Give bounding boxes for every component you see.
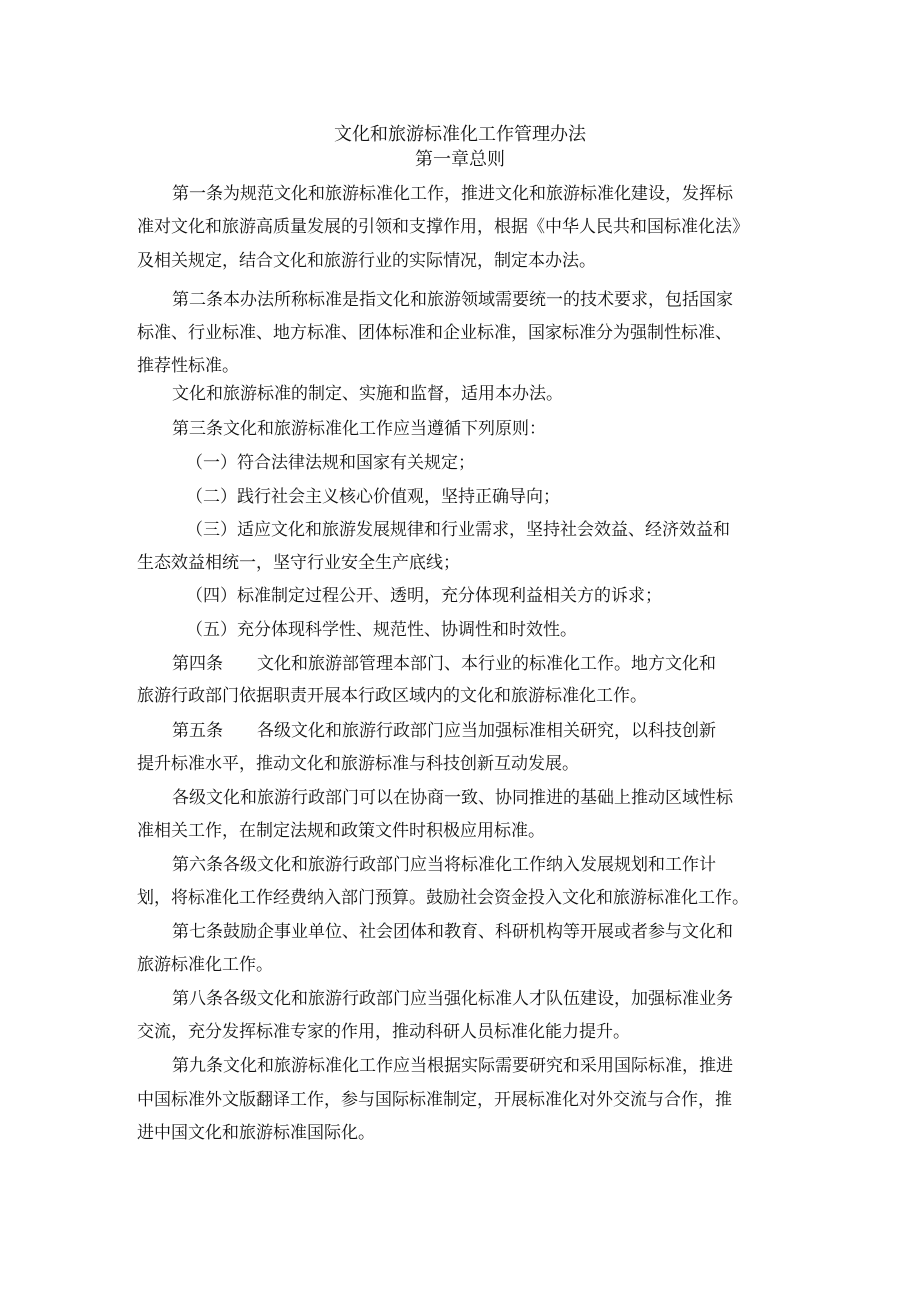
body-line: 进中国文化和旅游标准国际化。 bbox=[137, 1123, 375, 1143]
body-line: 第一条为规范文化和旅游标准化工作，推进文化和旅游标准化建设，发挥标 bbox=[172, 184, 733, 204]
body-line: 文化和旅游标准的制定、实施和监督，适用本办法。 bbox=[172, 384, 563, 404]
body-line: 旅游标准化工作。 bbox=[137, 955, 273, 975]
body-line: 划，将标准化工作经费纳入部门预算。鼓励社会资金投入文化和旅游标准化工作。 bbox=[137, 888, 749, 908]
body-line: 及相关规定，结合文化和旅游行业的实际情况，制定本办法。 bbox=[137, 251, 596, 271]
body-line: 第五条 各级文化和旅游行政部门应当加强标准相关研究，以科技创新 bbox=[172, 721, 716, 741]
list-item: （二）践行社会主义核心价值观，坚持正确导向； bbox=[186, 487, 560, 507]
list-item: （五）充分体现科学性、规范性、协调性和时效性。 bbox=[186, 620, 577, 640]
body-line: 各级文化和旅游行政部门可以在协商一致、协同推进的基础上推动区域性标 bbox=[172, 788, 733, 808]
chapter-heading: 第一章总则 bbox=[415, 149, 505, 170]
list-item: （一）符合法律法规和国家有关规定； bbox=[186, 453, 475, 473]
body-line: 准对文化和旅游高质量发展的引领和支撑作用，根据《中华人民共和国标准化法》 bbox=[137, 217, 749, 237]
body-line: 推荐性标准。 bbox=[137, 356, 239, 376]
body-line: 第四条 文化和旅游部管理本部门、本行业的标准化工作。地方文化和 bbox=[172, 654, 716, 674]
body-line: 交流，充分发挥标准专家的作用，推动科研人员标准化能力提升。 bbox=[137, 1022, 630, 1042]
body-line: 第六条各级文化和旅游行政部门应当将标准化工作纳入发展规划和工作计 bbox=[172, 855, 716, 875]
body-line: 第二条本办法所称标准是指文化和旅游领域需要统一的技术要求，包括国家 bbox=[172, 290, 733, 310]
document-title: 文化和旅游标准化工作管理办法 bbox=[334, 124, 586, 145]
body-line: 提升标准水平，推动文化和旅游标准与科技创新互动发展。 bbox=[137, 754, 579, 774]
body-line: 中国标准外文版翻译工作，参与国际标准制定，开展标准化对外交流与合作，推 bbox=[137, 1090, 732, 1110]
list-item: （四）标准制定过程公开、透明，充分体现利益相关方的诉求； bbox=[186, 586, 662, 606]
body-line: 旅游行政部门依据职责开展本行政区域内的文化和旅游标准化工作。 bbox=[137, 686, 647, 706]
body-line: 第七条鼓励企事业单位、社会团体和教育、科研机构等开展或者参与文化和 bbox=[172, 922, 733, 942]
body-line: 标准、行业标准、地方标准、团体标准和企业标准，国家标准分为强制性标准、 bbox=[137, 323, 732, 343]
body-line: 第八条各级文化和旅游行政部门应当强化标准人才队伍建设，加强标准业务 bbox=[172, 989, 733, 1009]
body-line: 第三条文化和旅游标准化工作应当遵循下列原则： bbox=[172, 419, 546, 439]
list-item: 生态效益相统一，坚守行业安全生产底线； bbox=[137, 553, 460, 573]
body-line: 准相关工作，在制定法规和政策文件时积极应用标准。 bbox=[137, 821, 545, 841]
body-line: 第九条文化和旅游标准化工作应当根据实际需要研究和采用国际标准，推进 bbox=[172, 1056, 733, 1076]
list-item: （三）适应文化和旅游发展规律和行业需求，坚持社会效益、经济效益和 bbox=[186, 520, 730, 540]
